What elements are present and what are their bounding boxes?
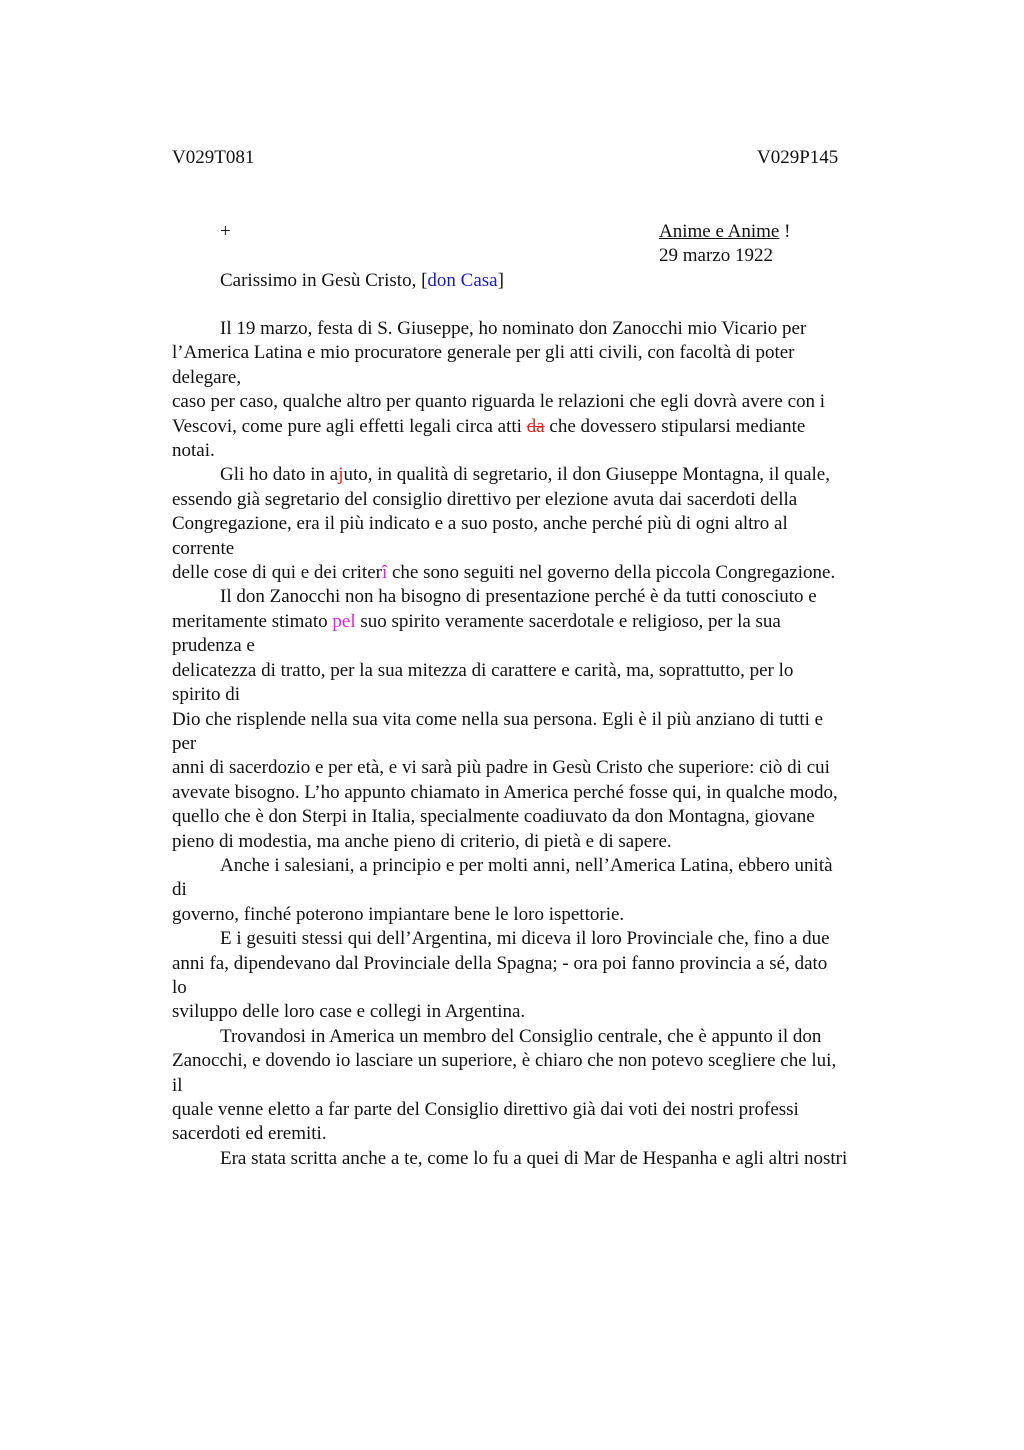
body-line: prudenza e <box>172 635 255 657</box>
body-text-segment: Gli ho dato in a <box>220 464 339 486</box>
body-line: E i gesuiti stessi qui dell’Argentina, mi diceva il loro Provinciale che, fino a due <box>220 928 830 950</box>
body-line: Congregazione, era il più indicato e a suo posto, anche perché più di ogni altro al <box>172 513 788 535</box>
body-line: Dio che risplende nella sua vita come nella sua persona. Egli è il più anziano di tutti e <box>172 708 824 730</box>
body-line: sviluppo delle loro case e collegi in Argentina. <box>172 1001 526 1023</box>
body-line: Il 19 marzo, festa di S. Giuseppe, ho nominato don Zanocchi mio Vicario per <box>220 318 807 339</box>
body-text-segment: suo spirito veramente sacerdotale e religioso, per la sua <box>355 610 781 632</box>
body-line <box>172 561 912 585</box>
struck-word: da <box>526 415 545 437</box>
cross-symbol: + <box>220 221 231 242</box>
body-line: avevate bisogno. L’ho appunto chiamato in America perché fosse qui, in qualche modo, <box>172 781 838 803</box>
body-line: anni fa, dipendevano dal Provinciale della Spagna; - ora poi fanno provincia a sé, dato <box>172 952 828 974</box>
highlighted-letter: î <box>381 562 388 584</box>
body-text-segment: meritamente stimato <box>172 610 333 632</box>
highlighted-word: pel <box>332 610 356 632</box>
body-line: corrente <box>172 537 235 559</box>
body-line: l’America Latina e mio procuratore generale per gli atti civili, con facoltà di poter <box>172 342 795 364</box>
body-text-segment: uto, in qualità di segretario, il don Giuseppe Montagna, il quale, <box>343 464 830 486</box>
body-line: Zanocchi, e dovendo io lasciare un superiore, è chiaro che non potevo scegliere che lui, <box>172 1050 837 1072</box>
salutation <box>220 269 504 293</box>
body-text-segment: che sono seguiti nel governo della piccola Congregazione. <box>387 562 836 584</box>
document-code-right: V029P145 <box>757 147 839 168</box>
body-line <box>172 463 912 487</box>
motto <box>659 220 790 244</box>
body-line: notai. <box>172 440 215 462</box>
body-line: per <box>172 732 197 754</box>
body-line: sacerdoti ed eremiti. <box>172 1123 327 1145</box>
salutation-name: don Casa <box>427 270 498 291</box>
body-line: governo, finché poterono impiantare bene le loro ispettorie. <box>172 903 625 925</box>
motto-suffix: ! <box>779 221 791 242</box>
body-line: essendo già segretario del consiglio direttivo per elezione avuta dai sacerdoti della <box>172 488 798 510</box>
salutation-suffix: ] <box>497 270 504 291</box>
body-text-segment: che dovessero stipularsi mediante <box>544 415 806 437</box>
body-line: Era stata scritta anche a te, come lo fu a quei di Mar de Hespanha e agli altri nostri <box>220 1147 848 1169</box>
body-line: spirito di <box>172 684 241 706</box>
letter-date: 29 marzo 1922 <box>659 245 773 266</box>
salutation-prefix: Carissimo in Gesù Cristo, [ <box>220 270 428 291</box>
body-line <box>172 415 912 439</box>
letter-body <box>172 317 912 1171</box>
body-text-segment: Vescovi, come pure agli effetti legali circa atti <box>172 415 527 437</box>
body-line: delicatezza di tratto, per la sua mitezza di carattere e carità, ma, soprattutto, per lo <box>172 659 794 681</box>
body-line: delegare, <box>172 366 242 388</box>
body-line: caso per caso, qualche altro per quanto riguarda le relazioni che egli dovrà avere con i <box>172 391 826 413</box>
body-line: il <box>172 1074 183 1096</box>
body-line: Trovandosi in America un membro del Consiglio centrale, che è appunto il don <box>220 1025 822 1047</box>
body-line: quello che è don Sterpi in Italia, specialmente coadiuvato da don Montagna, giovane <box>172 806 815 828</box>
document-code-left: V029T081 <box>172 147 255 168</box>
body-line: anni di sacerdozio e per età, e vi sarà più padre in Gesù Cristo che superiore: ciò di cui <box>172 757 830 779</box>
body-line: Anche i salesiani, a principio e per molti anni, nell’America Latina, ebbero unità <box>220 854 833 876</box>
motto-text: Anime e Anime <box>659 221 780 242</box>
body-line: quale venne eletto a far parte del Consiglio direttivo già dai voti dei nostri professi <box>172 1099 799 1120</box>
body-line <box>172 610 912 634</box>
body-line: lo <box>172 976 187 998</box>
body-line: pieno di modestia, ma anche pieno di criterio, di pietà e di sapere. <box>172 830 672 852</box>
highlighted-letter: j <box>338 464 344 486</box>
body-line: di <box>172 879 187 901</box>
body-text-segment: delle cose di qui e dei criter <box>172 562 382 584</box>
body-line: Il don Zanocchi non ha bisogno di presentazione perché è da tutti conosciuto e <box>220 586 817 608</box>
